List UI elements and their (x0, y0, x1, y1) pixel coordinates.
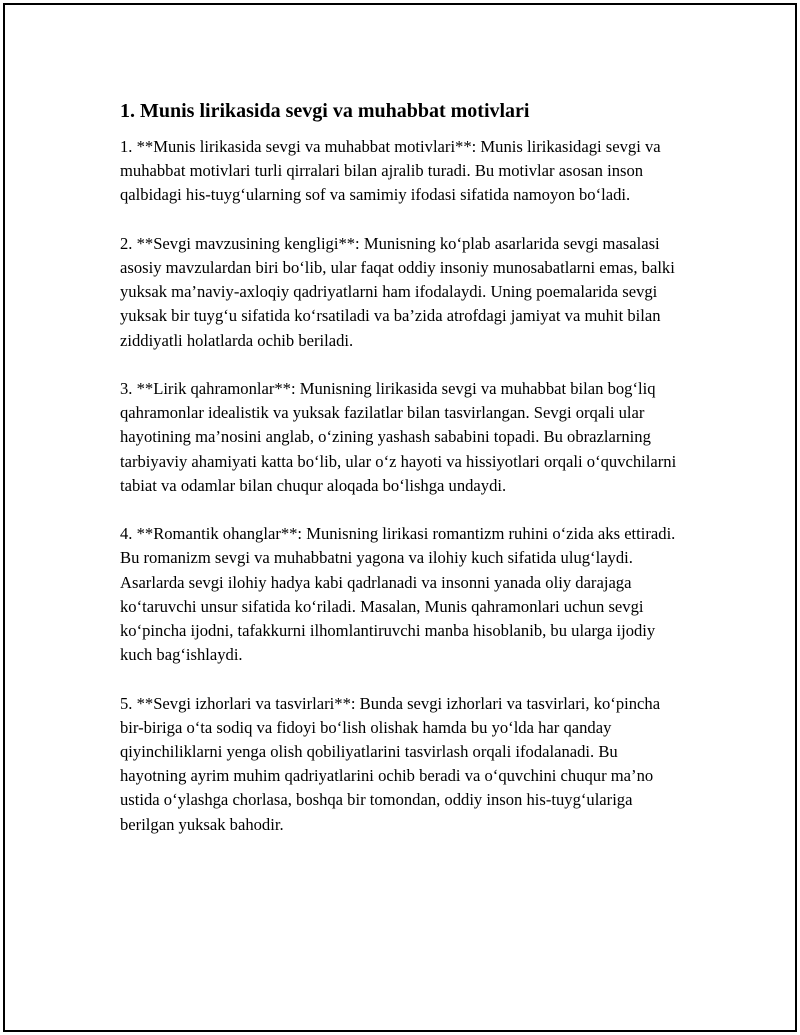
page-frame (3, 3, 797, 1032)
paragraph-2: 2. **Sevgi mavzusining kengligi**: Munisning ko‘plab asarlarida sevgi masalasi asosiy mavzulardan biri bo‘lib, ular faqat oddiy insoniy munosabatlarni emas, balki yuksak ma’naviy-axloqiy qadriyatlarni ham ifodalaydi. Uning poemalarida sevgi yuksak bir tuyg‘u sifatida ko‘rsatiladi va ba’zida atrofdagi jamiyat va muhit bilan ziddiyatli holatlarda ochib beriladi. (120, 233, 675, 350)
document-title: 1. Munis lirikasida sevgi va muhabbat motivlari (120, 100, 530, 122)
document-body (120, 98, 680, 861)
paragraph-3: 3. **Lirik qahramonlar**: Munisning lirikasida sevgi va muhabbat bilan bog‘liq qahramonlar idealistik va yuksak fazilatlar bilan tasvirlangan. Sevgi orqali ular hayotining ma’nosini anglab, o‘zining yashash sababini topadi. Bu obrazlarning tarbiyaviy ahamiyati katta bo‘lib, ular o‘z hayoti va hissiyotlari orqali o‘quvchilarni tabiat va odamlar bilan chuqur aloqada bo‘lishga undaydi. (120, 379, 677, 495)
paragraph-4: 4. **Romantik ohanglar**: Munisning lirikasi romantizm ruhini o‘zida aks ettiradi. Bu romanizm sevgi va muhabbatni yagona va ilohiy kuch sifatida ulug‘laydi. Asarlarda sevgi ilohiy hadya kabi qadrlanadi va insonni yanada oliy darajaga ko‘taruvchi unsur sifatida ko‘riladi. Masalan, Munis qahramonlari uchun sevgi ko‘pincha ijodni, tafakkurni ilhomlantiruvchi manba hisoblanib, bu ularga ijodiy kuch bag‘ishlaydi. (120, 524, 676, 665)
paragraph-5: 5. **Sevgi izhorlari va tasvirlari**: Bunda sevgi izhorlari va tasvirlari, ko‘pincha bir-biriga o‘ta sodiq va fidoyi bo‘lish olishak hamda bu yo‘lda har qanday qiyinchiliklarni yenga olish qobiliyatlarini tasvirlash orqali ifodalanadi. Bu hayotning ayrim muhim qadriyatlarini ochib beradi va o‘quvchini chuqur ma’no ustida o‘ylashga chorlasa, boshqa bir tomondan, oddiy inson his-tuyg‘ulariga berilgan yuksak bahodir. (120, 693, 661, 834)
paragraph-1: 1. **Munis lirikasida sevgi va muhabbat motivlari**: Munis lirikasidagi sevgi va muhabbat motivlari turli qirralari bilan ajralib turadi. Bu motivlar asosan inson qalbidagi his-tuyg‘ularning sof va samimiy ifodasi sifatida namoyon bo‘ladi. (120, 137, 661, 205)
